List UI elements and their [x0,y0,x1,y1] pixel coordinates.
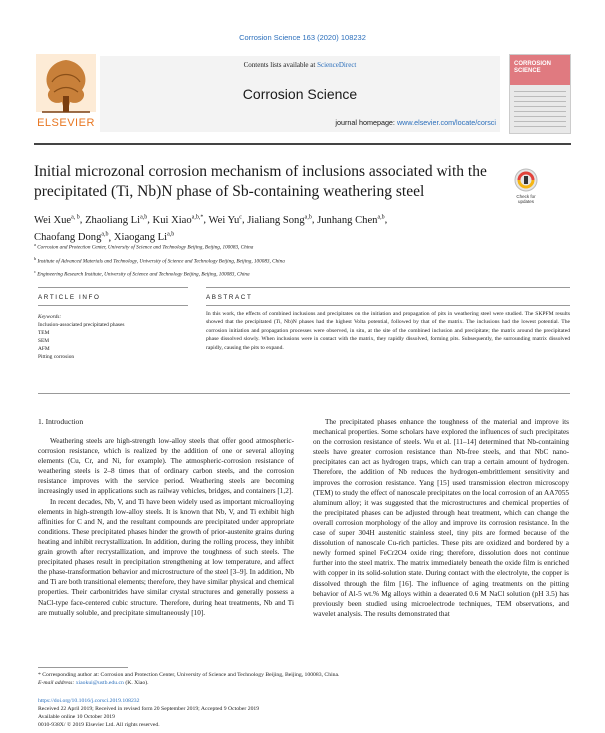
paragraph: The precipitated phases enhance the toughness of the material and improve its mechanical properties. Some scholars have explored the influences of such precipitates on the corrosion resistance of steels. Wu et al. [11–14] determined that Nb-containing steels have greater corrosion resistance than Nb-free steels, and that NbC nano-precipitates can act as hydrogen traps, which can trap a certain amount of hydrogen. Therefore, the addition of Nb reduces the hydrogen-embrittlement sensitivity and improves the corrosion resistance. Yang [15] used transmission electron microscopy (TEM) to study the effect of nanoscale precipitates on the local corrosion of an AA7055 aluminum alloy; it was suggested that the microstructures and chemical properties of the precipitated phases can be adjusted through heat treatment, which can change the overall corrosion morphology of the alloy and improve its corrosion resistance. In the case of super 304H austenitic stainless steel, tiny pits are formed because of the dissolution of nanoscale Cu-rich particles. These pits are oxidized and bordered by a newly formed spinel FeCr2O4 oxide ring; therefore, dissolution does not continue further into the steel matrix. The matrix immediately beneath the oxide film is enriched with copper in its solid-solution state. During contact with the electrolyte, the copper is dissolved through the film [16]. The influence of aging treatments on the pitting behavior of Al-5 wt.% Mg alloys within a deaerated 0.6 M NaCl solution (pH 3.5) has previously been studied using microelectrode techniques, TEM observations, and wavelet analysis. The results demonstrated that [313,418,569,618]
journal-title[interactable]: Corrosion Science [242,86,358,102]
affiliations [34,240,554,281]
article-title: Initial microzonal corrosion mechanism of inclusions associated with the precipitated (Ti, Nb)N phase of Sb-containing weathering steel [34,163,487,200]
author[interactable]: Wei Xue$^{a, b}$ [34,214,80,226]
email-line [38,679,558,687]
abstract-rule-top [206,287,570,288]
received-dates: Received 22 April 2019; Received in revised form 20 September 2019; Accepted 9 October 2019 [38,706,260,712]
email-link[interactable]: xiaokui@ustb.edu.cn [75,680,124,686]
badge-line2: updates [517,199,535,204]
keywords-block [38,313,188,361]
doi-link[interactable]: https://doi.org/10.1016/j.corsci.2019.108232 [38,698,140,704]
cover-title-line2: SCIENCE [514,68,541,74]
body-column-right [313,417,569,619]
affiliation: $^b$ Institute of Advanced Materials and Technology, University of Science and Technology Beijing, Beijing, 100083, China [34,255,285,265]
email-label: E-mail address: [38,680,76,686]
keywords-label: Keywords: [38,314,62,320]
affiliation: $^c$ Engineering Research Institute, University of Science and Technology Beijing, Beijing, 100083, China [34,269,250,278]
publication-info [38,697,458,729]
body-column-left [38,436,294,618]
keyword: AFM [38,346,50,352]
footnote-rule [38,667,128,668]
author[interactable]: Zhaoliang Li$^{a,b}$ [85,214,148,226]
check-for-updates-icon [510,167,542,205]
author[interactable]: Xiaogang Li$^{a,b}$ [113,231,175,244]
keyword: Pitting corrosion [38,354,75,360]
cover-text-lines [514,91,566,129]
paragraph: Weathering steels are high-strength low-alloy steels that offer good atmospheric-corrosion resistance, which is realized by the addition of one or several alloying elements (Cu, Cr, and Ni, for example). The atmospheric-corrosion resistance of weathering steels is 2–8 times that of ordinary carbon steels, and the corrosion resistance improves with the service period. Weathering steels are becoming increasingly used in applications such as railway vehicles, bridges, and containers [1,2]. [38,437,294,496]
corresponding-author: * Corresponding author at: Corrosion and Protection Center, University of Science and Technology Beijing, Beijing, 100083, China. [38,672,340,678]
header-divider [34,143,571,145]
info-rule-bottom [38,305,188,306]
journal-reference[interactable]: Corrosion Science 163 (2020) 108232 [239,33,366,42]
affiliation: $^a$ Corrosion and Protection Center, University of Science and Technology Beijing, Beijing, 100083, China [34,242,254,251]
introduction-heading: 1. Introduction [38,417,84,426]
journal-homepage [100,118,500,127]
abstract-rule-bottom [206,305,570,306]
available-online: Available online 10 October 2019 [38,714,115,720]
info-rule-top [38,287,188,288]
author-list: Wei Xue$^{a, b}$, Zhaoliang Li$^{a,b}$, Kui Xiao$^{a,b,*}$, Wei Yu$^c$, Jialiang Song$^{a,b}$, Junhang Chen$^{a,b}$, Chaofang Dong$^{a,b}$, Xiaogang Li$^{a,b}$ [34,214,388,244]
author[interactable]: Jialiang Song$^{a,b}$ [247,214,312,226]
homepage-link[interactable]: www.elsevier.com/locate/corsci [396,118,496,127]
keyword: SEM [38,338,50,344]
badge-line1: Check for [516,194,536,199]
paragraph: In recent decades, Nb, V, and Ti have been widely used as important microalloying elements in high-strength low-alloy steels. It is known that Nb, V, and Ti exhibit high affinities for C and N, and the resultant compounds are precipitated under appropriate conditions. These precipitated phases hinder the growth of prior-austenite grains during heating and inhibit recrystallization. In addition, during the rolling process, they inhibit grain growth after recrystallization, and improve the toughness of such steels. The precipitated phases result in precipitation strengthening at low temperature, and affect the phase-transformation behavior and microstructure of the steel [3–9]. In addition, Nb and Ti are both transitional elements; therefore, they have similar physical and chemical properties. Their carbonitrides have similar crystal structures and generally possess a NaCl-type face-centered cubic structure. Therefore, during heat treatments, Nb and Ti are mutually soluble, and precipitate simultaneously [10]. [38,497,294,617]
abstract-rule-end [38,393,570,394]
sciencedirect-link[interactable]: ScienceDirect [317,61,357,69]
copyright: 0010-938X/ © 2019 Elsevier Ltd. All rights reserved. [38,722,160,728]
abstract-text: In this work, the effects of combined inclusions and precipitates on the initiation and propagation of pits in weathering steel were studied. The SKPFM results showed that the precipitated (Ti, Nb)N phases had the highest Volta potential, followed by that of the matrix. The inclusions had the lowest potential. The corrosion initiation and propagation processes were observed, in situ, at the site of the combined inclusion and precipitate; the matrix around the precipitated phase dissolved slowly. When inclusions were in contact with the matrix, they rapidly dissolved, forming pits. Subsequently, the surrounding matrix dissolved rapidly, causing the pits to expand. [206,311,570,351]
abstract-heading: ABSTRACT [206,294,253,301]
homepage-prefix: journal homepage: [335,118,397,127]
contents-prefix: Contents lists available at [243,61,318,69]
author[interactable]: Junhang Chen$^{a,b}$ [317,214,385,226]
article-info-heading: ARTICLE INFO [38,294,101,301]
corresponding-author-note [38,671,558,687]
author[interactable]: Wei Yu$^c$ [208,214,242,226]
check-for-updates-badge[interactable] [510,167,542,205]
keyword: TEM [38,330,50,336]
author[interactable]: Chaofang Dong$^{a,b}$ [34,231,109,244]
journal-cover-thumbnail[interactable] [509,54,571,134]
publisher-logo-text: ELSEVIER [37,117,95,129]
cover-title-line1: CORROSION [514,61,552,67]
contents-line [100,61,500,69]
keyword: Inclusion-associated precipitated phases [38,322,125,328]
email-suffix: (K. Xiao). [123,680,149,686]
cover-title [514,61,551,75]
author[interactable]: Kui Xiao$^{a,b,*}$ [152,214,204,226]
